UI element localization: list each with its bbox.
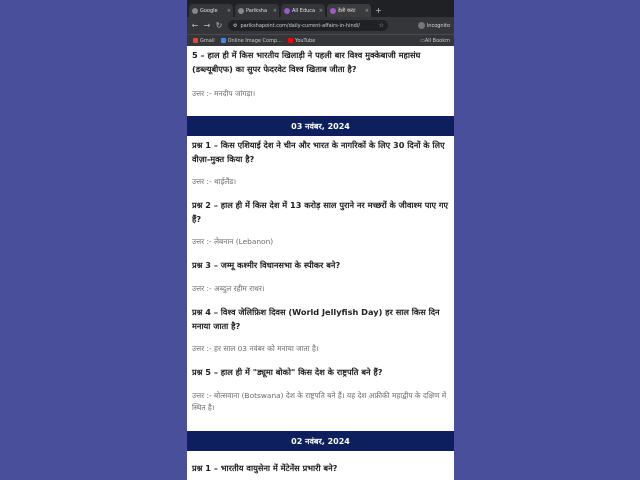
image-compressor-icon: [221, 38, 226, 43]
answer-text: उत्तर :- मनदीप जांगड़ा।: [192, 89, 256, 98]
google-favicon-icon: [192, 8, 198, 14]
tab-daily-current[interactable]: [327, 4, 371, 17]
question-text: प्रश्न 5 – हाल ही में "ड्यूमा बोको" किस देश के राष्ट्रपति बने हैं?: [192, 367, 383, 377]
bookmark-label: YouTube: [294, 37, 316, 44]
date-heading: 03 नवंबर, 2024: [187, 116, 454, 136]
profile-label: Incognito: [426, 22, 450, 29]
url-text: parikshapoint.com/daily-current-affairs-in-hindi/: [240, 22, 360, 29]
bookmark-label: Online Image Comp...: [227, 37, 282, 44]
date-heading: 02 नवंबर, 2024: [187, 431, 454, 451]
answer-text: उत्तर :- हर साल 03 नवंबर को मनाया जाता है।: [192, 344, 319, 353]
answer-text: उत्तर :- लेबनान (Lebanon): [192, 237, 274, 246]
close-icon[interactable]: ×: [226, 7, 231, 14]
gmail-icon: [193, 38, 198, 43]
bookmarks-bar: [187, 34, 454, 46]
close-icon[interactable]: ×: [318, 7, 323, 14]
browser-window: [187, 0, 454, 480]
close-icon[interactable]: ×: [272, 7, 277, 14]
incognito-icon: [418, 22, 425, 29]
tab-pariksha[interactable]: [235, 4, 279, 17]
all-bookmarks[interactable]: [420, 38, 450, 44]
question-text: प्रश्न 1 – किस एशियाई देश ने चीन और भारत के नागरिकों के लिए 30 दिनों के लिए वीज़ा-मुक्त किया है?: [192, 140, 445, 164]
bookmark-gmail[interactable]: [193, 38, 215, 44]
question-text: प्रश्न 3 – जम्मू कश्मीर विधानसभा के स्पीकर बने?: [192, 260, 341, 270]
folder-icon: ▭: [420, 37, 425, 44]
close-icon[interactable]: ×: [364, 7, 369, 14]
youtube-icon: [288, 38, 293, 43]
site-info-icon[interactable]: ⚙: [233, 22, 238, 29]
tab-google[interactable]: [189, 4, 233, 17]
new-tab-button[interactable]: +: [375, 6, 382, 15]
answer-text: उत्तर :- बोत्सवाना (Botswana) देश के राष्ट्रपति बने हैं। यह देश अफ्रीकी महाद्वीप के दक्षिण में स्थित है।: [192, 391, 447, 412]
tab-label: Google: [200, 7, 218, 14]
question-text: प्रश्न 2 – हाल ही में किस देश में 13 करोड़ साल पुराने नर मच्छरों के जीवाश्म पाए गए हैं?: [192, 200, 449, 224]
forward-arrow-icon[interactable]: →: [203, 21, 211, 30]
tab-label: Pariksha: [246, 7, 268, 14]
address-bar-row: [187, 17, 454, 34]
tab-all-educa[interactable]: [281, 4, 325, 17]
bookmark-label: All Bookm: [424, 37, 450, 44]
url-field[interactable]: [228, 20, 388, 31]
answer-text: उत्तर :- अब्दुल रहीम राथर।: [192, 284, 265, 293]
bookmark-image-compressor[interactable]: [221, 38, 282, 44]
back-arrow-icon[interactable]: ←: [191, 21, 199, 30]
answer-text: उत्तर :- थाईलैंड।: [192, 177, 237, 186]
bookmark-label: Gmail: [200, 37, 215, 44]
tab-label: डेली करंट: [338, 7, 356, 14]
site-favicon-icon: [238, 8, 244, 14]
profile-button[interactable]: [418, 22, 450, 29]
question-text: 5 – हाल ही में किस भारतीय खिलाड़ी ने पहली बार विश्व मुक्केबाजी महासंघ (डब्ल्यूबीएफ) का सुपर फेदरवेट विश्व खिताब जीता है?: [192, 50, 421, 74]
tab-label: All Educa: [292, 7, 316, 14]
question-text: प्रश्न 4 – विश्व जेलिफ़िश दिवस (World Jellyfish Day) हर साल किस दिन मनाया जाता है?: [192, 307, 440, 331]
reload-icon[interactable]: ↻: [215, 21, 223, 30]
bookmark-youtube[interactable]: [288, 38, 315, 44]
tab-strip: [187, 0, 454, 17]
bookmark-star-icon[interactable]: ☆: [378, 22, 384, 29]
site-favicon-icon: [330, 8, 336, 14]
site-favicon-icon: [284, 8, 290, 14]
question-text: प्रश्न 1 – भारतीय वायुसेना में मेंटेनेंस प्रभारी बने?: [192, 463, 338, 473]
